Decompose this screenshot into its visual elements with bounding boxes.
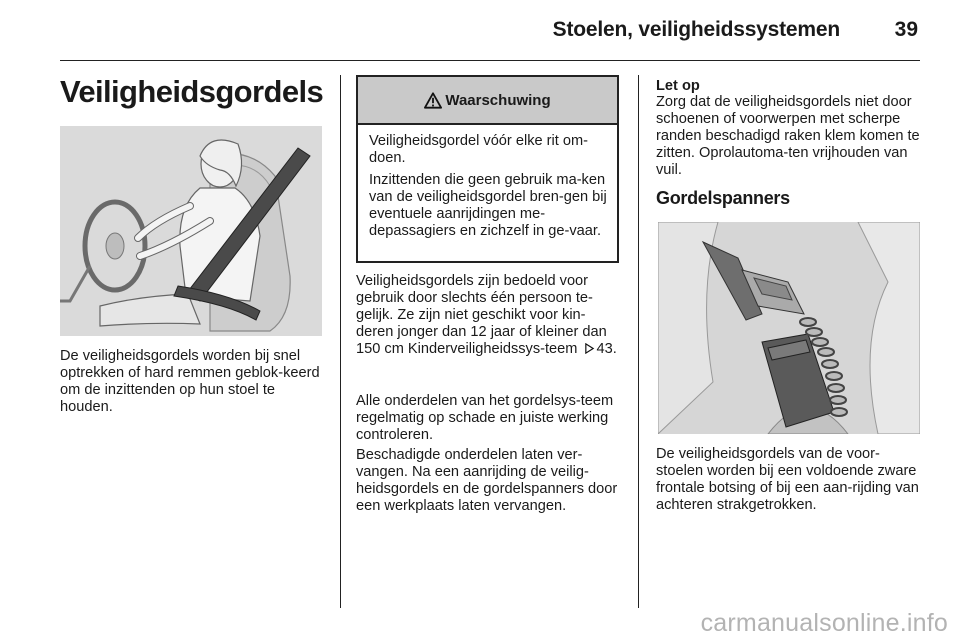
warning-header xyxy=(358,77,617,125)
inspection-paragraph xyxy=(356,393,622,444)
paragraph-text: De veiligheidsgordels van de voor-stoelen worden bij een voldoende zware frontale botsing of bij een aan-rijding van achteren strakgetrokken. xyxy=(656,446,919,513)
seat-belt-illustration xyxy=(60,126,322,336)
paragraph-text: De veiligheidsgordels worden bij snel optrekken of hard remmen geblok-keerd om de inzittenden op hun stoel te houden. xyxy=(60,348,320,415)
running-header: Stoelen, veiligheidssystemen xyxy=(552,18,840,41)
paragraph-text: Alle onderdelen van het gordelsys-teem regelmatig op schade en juiste werking controleren. xyxy=(356,393,614,443)
replacement-paragraph xyxy=(356,447,622,515)
seat-belt-usage-paragraph xyxy=(356,273,622,358)
warning-text-1: Veiligheidsgordel vóór elke rit om-doen. xyxy=(369,133,589,166)
note-label: Let op xyxy=(656,78,700,94)
pretensioner-paragraph xyxy=(656,446,922,514)
column-divider xyxy=(340,75,341,608)
paragraph-text: Beschadigde onderdelen laten ver-vangen. Na een aanrijding de veilig-heidsgordels en de gordelspanners door een werkplaats laten vervangen. xyxy=(356,447,618,514)
watermark: carmanualsonline.info xyxy=(700,609,948,637)
header-divider xyxy=(60,60,920,61)
section-heading-seat-belts: Veiligheidsgordels xyxy=(60,74,324,109)
warning-text-2: Inzittenden die geen gebruik ma-ken van de veiligheidsgordel bren-gen bij eventuele aanrijdingen me-depassagiers en zichzelf in ge-vaar. xyxy=(369,172,607,239)
column-divider xyxy=(638,75,639,608)
page-reference: 43. xyxy=(596,341,617,357)
paragraph-text-part: Veiligheidsgordels zijn bedoeld voor gebruik door slechts één persoon te-gelijk. Ze zijn niet geschikt voor kin-deren jonger dan 12 jaar of kleiner dan 150 cm Kinderveiligheidssys-teem xyxy=(356,273,607,357)
warning-triangle-icon xyxy=(424,92,442,109)
paragraph-text xyxy=(356,273,622,358)
warning-title: Waarschuwing xyxy=(445,91,551,109)
note-block xyxy=(656,78,922,179)
page-reference-icon xyxy=(584,343,595,354)
section-heading-pretensioners: Gordelspanners xyxy=(656,188,790,208)
seat-belts-intro-paragraph xyxy=(60,348,324,416)
pretensioner-illustration xyxy=(658,222,920,434)
page-number: 39 xyxy=(894,18,918,41)
warning-body xyxy=(358,125,617,240)
warning-box xyxy=(356,75,619,263)
note-text: Zorg dat de veiligheidsgordels niet door schoenen of voorwerpen met scherpe randen beschadigd raken klem komen te zitten. Oprolautoma-ten vrijhouden van vuil. xyxy=(656,94,920,178)
